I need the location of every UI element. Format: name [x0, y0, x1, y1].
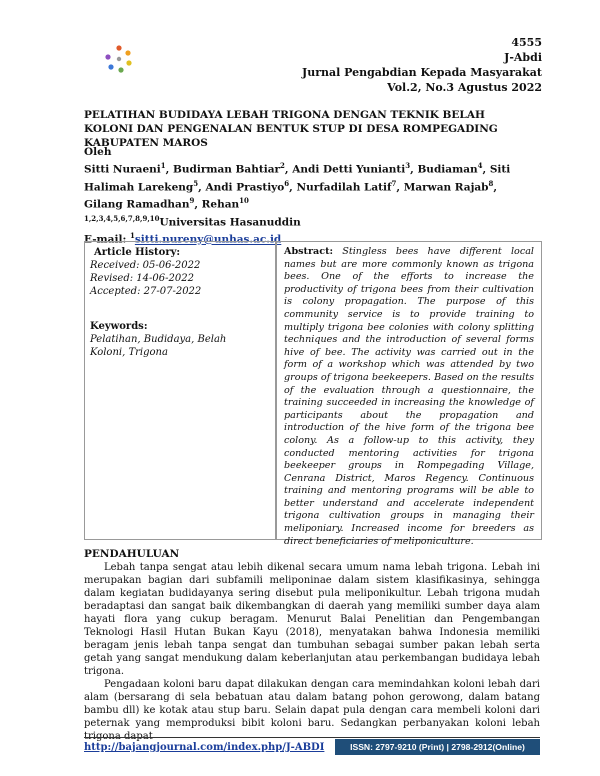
journal-abbreviation: J-Abdi: [504, 51, 542, 64]
email-link[interactable]: sitti.nureny@unhas.ac.id: [134, 233, 282, 246]
issn-banner: ISSN: 2797-9210 (Print) | 2798-2912(Online): [335, 739, 540, 755]
introduction-section: [84, 548, 540, 743]
author-name: Marwan Rajab: [403, 181, 489, 193]
footer-url: [84, 742, 324, 753]
author-name: Gilang Ramadhan: [84, 198, 190, 211]
revised-date: Revised: 14-06-2022: [90, 273, 194, 284]
history-label: Article History:: [94, 247, 181, 258]
author-name: Budirman Bahtiar: [172, 163, 281, 176]
paragraph: Pengadaan koloni baru dapat dilakukan dengan cara memindahkan koloni lebah dari alam (bersarang di sela bebatuan atau dalam batang pohon gerowong, dalam batang bambu dll) ke kotak atau stup baru. Selain dapat pula dengan cara membeli koloni dari peternak yang memproduksi bibit koloni baru. Sedangkan perbanyakan koloni lebah: [84, 679, 540, 729]
abstract-label: Abstract:: [284, 246, 334, 257]
author-name: Siti Halimah Larekeng: [84, 163, 511, 193]
affiliation: $^{1,2,3,4,5,6,7,8,9,10}$Universitas Hasanuddin: [84, 213, 301, 228]
page-number: 4555: [511, 36, 542, 49]
author-name: Budiaman: [417, 163, 478, 176]
article-info-box: [84, 241, 276, 540]
paragraph: Lebah tanpa sengat atau lebih dikenal secara umum nama lebah trigona. Lebah ini merupakan bagian dari subfamili meliponinae dalam sistem klasifikasinya, sehingga dalam kegiatan budidayanya sering disebut pula meliponikultur. Lebah trigona mudah beradaptasi dan sangat baik dikembangkan di daerah yang memiliki sumber daya alam hayati flora yang cukup beragam. Menurut Balai Penelitian dan Pengembangan Teknologi Hasil Hutan Bukan Kayu (2018), menyatakan bahwa Indonesia memiliki beragam jenis lebah tanpa sengat dan tumbuhan sebagai sumber pakan lebah serta getah yang sangat mendukung dalam keberlanjutan atau perkembangan budidaya lebah trigona.: [84, 562, 540, 677]
author-block: [84, 145, 524, 247]
email-line: E-mail: $^1$sitti.nureny@unhas.ac.id: [84, 231, 282, 246]
section-heading: PENDAHULUAN: [84, 548, 180, 560]
journal-volume: Vol.2, No.3 Agustus 2022: [387, 81, 542, 94]
footer-divider: [84, 737, 540, 738]
author-name: Andi Prastiyo: [205, 181, 285, 193]
keywords: Pelatihan, Budidaya, Belah Koloni, Trigona: [90, 334, 227, 358]
by-label: Oleh: [84, 146, 112, 158]
article-title: PELATIHAN BUDIDAYA LEBAH TRIGONA DENGAN TEKNIK BELAH KOLONI DAN PENGENALAN BENTUK STUP DI DESA ROMPEGADING KABUPATEN MAROS: [84, 109, 498, 149]
abstract-box: [276, 241, 542, 547]
abstract-text: Stingless bees have different local names but are more commonly known as trigona bees. One of the efforts to increase the productivity of trigona bees from their cultivation is colony propagation. The purpose of this community service is to provide training to multiply trigona bee colonies with colony splitting techniques and the introduction of several forms hive of bee. The activity was carried out in the form of a workshop which was attended by two groups of trigona beekeepers. Based on the results of the evaluation through a questionnaire, the training succeeded in increasing the knowledge of participants about the propagation and introduction of the hive form of the trigona bee colony. As a follow-up to this activity, they conducted mentoring activities for trigona beekeeper groups in Rompegading Village, Cenrana District, Maros Regency. Continuous training and mentoring programs will be able to better understand and accelerate independent trigona cultivation groups in managing their meliponiary. Increased income for breeders as direct beneficiaries of meliponiculture.: [284, 246, 534, 547]
author-name: Rehan: [201, 198, 240, 211]
author-name: Andi Detti Yunianti: [292, 163, 406, 176]
journal-url-link[interactable]: http://bajangjournal.com/index.php/J-ABDI: [84, 742, 325, 753]
keywords-label: Keywords:: [90, 321, 148, 332]
author-name: Nurfadilah Latif: [296, 181, 392, 193]
author-list: Sitti Nuraeni$^1$, Budirman Bahtiar$^2$, Andi Detti Yunianti$^3$, Budiaman$^4$, Siti Halimah Larekeng$^5$, Andi Prastiyo$^6$, Nurfadilah Latif$^7$, Marwan Rajab$^8$, Gilang Ramadhan$^9$, Rehan$^{10}$: [84, 161, 511, 211]
journal-logo-icon: [104, 44, 134, 74]
received-date: Received: 05-06-2022: [90, 260, 201, 271]
journal-name: Jurnal Pengabdian Kepada Masyarakat: [302, 66, 542, 79]
accepted-date: Accepted: 27-07-2022: [90, 286, 202, 297]
author-name: Sitti Nuraeni: [84, 163, 161, 176]
